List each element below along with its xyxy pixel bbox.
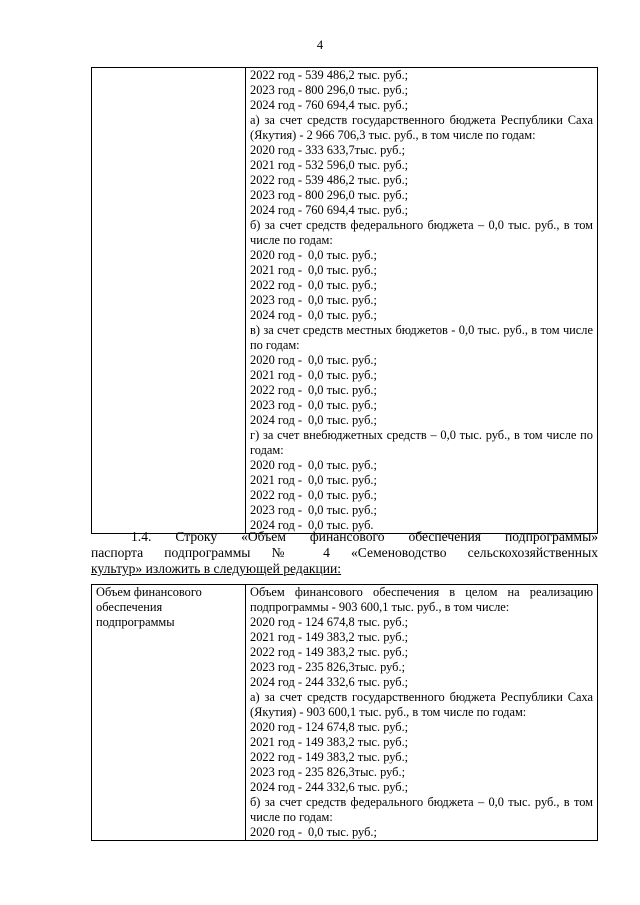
year-value: 0,0 тыс. руб.; <box>308 383 377 397</box>
year-label: 2023 год - <box>250 503 303 517</box>
year-label: 2022 год - <box>250 278 303 292</box>
state-budget-text: а) за счет средств государственного бюджета Республики Саха (Якутия) - 2 966 706,3 тыс. руб., в том числе по годам: <box>250 113 593 142</box>
year-value: 0,0 тыс. руб.; <box>308 248 377 262</box>
year-label: 2022 год - <box>250 488 303 502</box>
year-value: 0,0 тыс. руб.; <box>308 278 377 292</box>
financing-table <box>91 584 598 841</box>
paragraph-line: 1.4. Строку «Объем финансового обеспечения подпрограммы» <box>131 529 598 544</box>
amendment-paragraph <box>91 529 598 577</box>
federal-year-row <box>250 278 593 293</box>
year-value: 0,0 тыс. руб.; <box>308 398 377 412</box>
table1-left-cell <box>92 68 246 534</box>
year-label: 2020 год - <box>250 825 303 839</box>
table2-left-cell <box>92 585 246 841</box>
local-year-row <box>250 353 593 368</box>
federal-year-row <box>250 308 593 323</box>
financing-table-continued <box>91 67 598 534</box>
local-budget-text: в) за счет средств местных бюджетов - 0,0 тыс. руб., в том числе по годам: <box>250 323 593 352</box>
state-budget-line: 2023 год - 800 296,0 тыс. руб.; <box>250 188 409 202</box>
state-budget-line: 2023 год - 235 826,3тыс. руб.; <box>250 765 406 779</box>
total-intro-text: Объем финансового обеспечения в целом на реализацию подпрограммы - 903 600,1 тыс. руб., в том числе: <box>250 585 593 614</box>
state-budget-line: 2022 год - 149 383,2 тыс. руб.; <box>250 750 409 764</box>
year-value: 0,0 тыс. руб.; <box>308 413 377 427</box>
year-label: 2020 год - <box>250 458 303 472</box>
year-label: 2021 год - <box>250 368 303 382</box>
table2-right-cell <box>246 585 598 841</box>
table1-right-cell <box>246 68 598 534</box>
local-year-row <box>250 383 593 398</box>
state-budget-line: 2024 год - 760 694,4 тыс. руб.; <box>250 203 409 217</box>
local-year-row <box>250 398 593 413</box>
year-label: 2024 год - <box>250 308 303 322</box>
year-label: 2020 год - <box>250 248 303 262</box>
federal-year-row <box>250 248 593 263</box>
federal-budget-text: б) за счет средств федерального бюджета – 0,0 тыс. руб., в том числе по годам: <box>250 795 593 824</box>
year-label: 2022 год - <box>250 383 303 397</box>
total-line: 2020 год - 124 674,8 тыс. руб.; <box>250 615 409 629</box>
state-budget-line: 2024 год - 244 332,6 тыс. руб.; <box>250 780 409 794</box>
year-value: 0,0 тыс. руб.; <box>308 488 377 502</box>
federal-year-row <box>250 263 593 278</box>
paragraph-line: паспорта подпрограммы № 4 «Семеноводство сельскохозяйственных <box>91 545 598 560</box>
extrabudgetary-year-row <box>250 473 593 488</box>
extrabudgetary-year-row <box>250 503 593 518</box>
total-line: 2024 год - 244 332,6 тыс. руб.; <box>250 675 409 689</box>
total-line: 2022 год - 539 486,2 тыс. руб.; <box>250 68 409 82</box>
year-value: 0,0 тыс. руб. <box>308 518 374 532</box>
state-budget-text: а) за счет средств государственного бюджета Республики Саха (Якутия) - 903 600,1 тыс. руб., в том числе по годам: <box>250 690 593 719</box>
row-label: Объем финансового обеспечения подпрограммы <box>96 585 202 629</box>
federal-budget-text: б) за счет средств федерального бюджета – 0,0 тыс. руб., в том числе по годам: <box>250 218 593 247</box>
federal-year-row <box>250 825 593 840</box>
extrabudgetary-year-row <box>250 458 593 473</box>
year-label: 2023 год - <box>250 398 303 412</box>
extrabudgetary-text: г) за счет внебюджетных средств – 0,0 тыс. руб., в том числе по годам: <box>250 428 593 457</box>
total-line: 2024 год - 760 694,4 тыс. руб.; <box>250 98 409 112</box>
total-line: 2023 год - 800 296,0 тыс. руб.; <box>250 83 409 97</box>
year-value: 0,0 тыс. руб.; <box>308 308 377 322</box>
year-label: 2024 год - <box>250 413 303 427</box>
state-budget-line: 2020 год - 333 633,7тыс. руб.; <box>250 143 406 157</box>
year-label: 2023 год - <box>250 293 303 307</box>
total-line: 2021 год - 149 383,2 тыс. руб.; <box>250 630 409 644</box>
year-value: 0,0 тыс. руб.; <box>308 503 377 517</box>
state-budget-line: 2022 год - 539 486,2 тыс. руб.; <box>250 173 409 187</box>
state-budget-line: 2020 год - 124 674,8 тыс. руб.; <box>250 720 409 734</box>
year-value: 0,0 тыс. руб.; <box>308 825 377 839</box>
page-number: 4 <box>316 38 324 52</box>
year-label: 2021 год - <box>250 473 303 487</box>
year-value: 0,0 тыс. руб.; <box>308 473 377 487</box>
extrabudgetary-year-row <box>250 488 593 503</box>
year-value: 0,0 тыс. руб.; <box>308 458 377 472</box>
local-year-row <box>250 368 593 383</box>
year-label: 2024 год - <box>250 518 303 532</box>
year-label: 2021 год - <box>250 263 303 277</box>
total-line: 2022 год - 149 383,2 тыс. руб.; <box>250 645 409 659</box>
year-value: 0,0 тыс. руб.; <box>308 263 377 277</box>
year-label: 2020 год - <box>250 353 303 367</box>
total-line: 2023 год - 235 826,3тыс. руб.; <box>250 660 406 674</box>
year-value: 0,0 тыс. руб.; <box>308 293 377 307</box>
paragraph-line: культур» изложить в следующей редакции: <box>91 561 342 576</box>
year-value: 0,0 тыс. руб.; <box>308 353 377 367</box>
state-budget-line: 2021 год - 532 596,0 тыс. руб.; <box>250 158 409 172</box>
local-year-row <box>250 413 593 428</box>
year-value: 0,0 тыс. руб.; <box>308 368 377 382</box>
federal-year-row <box>250 293 593 308</box>
state-budget-line: 2021 год - 149 383,2 тыс. руб.; <box>250 735 409 749</box>
